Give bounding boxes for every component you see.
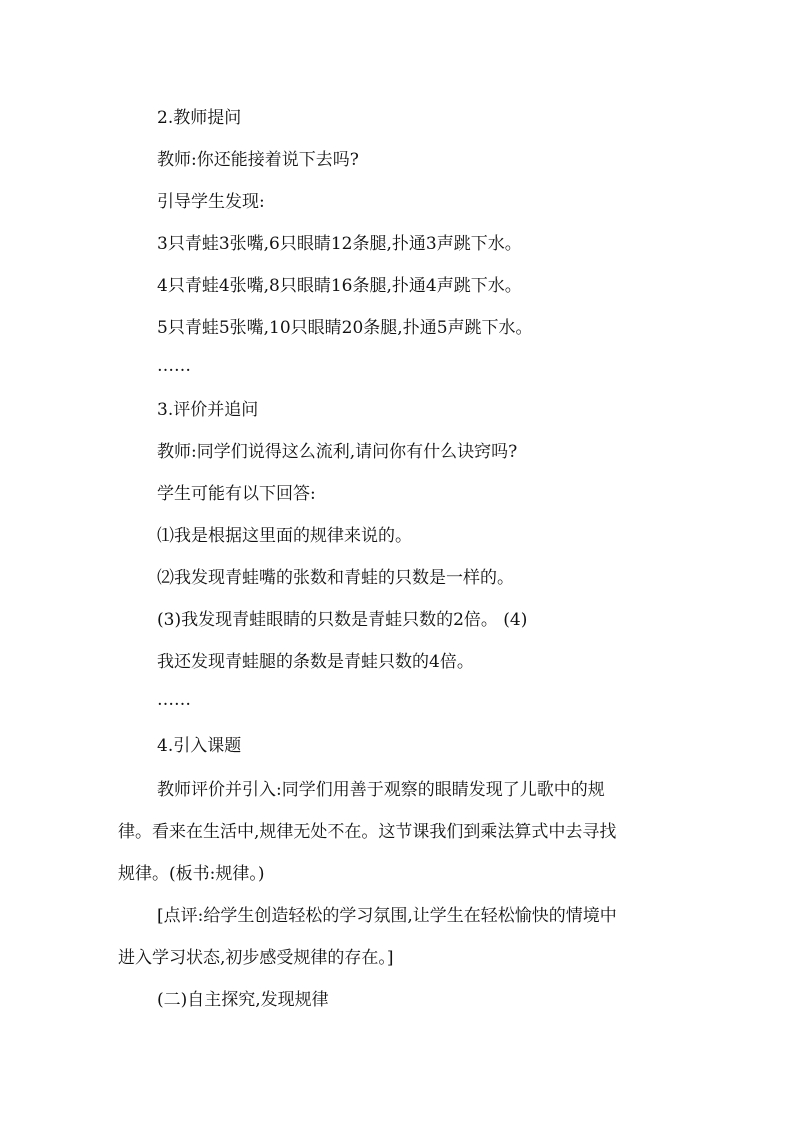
paragraph-line: 4只青蛙4张嘴,8只眼睛16条腿,扑通4声跳下水。: [157, 276, 522, 296]
paragraph-line: 5只青蛙5张嘴,10只眼睛20条腿,扑通5声跳下水。: [157, 318, 533, 338]
paragraph-line: 学生可能有以下回答:: [157, 484, 316, 504]
paragraph-line: 教师评价并引入:同学们用善于观察的眼睛发现了儿歌中的规: [157, 780, 605, 800]
section-heading: (二)自主探究,发现规律: [157, 990, 329, 1010]
comment-line: 进入学习状态,初步感受规律的存在。]: [118, 948, 394, 968]
section-heading-2: 2.教师提问: [157, 108, 242, 128]
section-heading-4: 4.引入课题: [157, 736, 242, 756]
list-item: (3)我发现青蛙眼睛的只数是青蛙只数的2倍。 (4): [157, 610, 528, 630]
comment-line: [点评:给学生创造轻松的学习氛围,让学生在轻松愉快的情境中: [157, 906, 617, 926]
list-item: ⑵我发现青蛙嘴的张数和青蛙的只数是一样的。: [157, 568, 514, 588]
section-heading-3: 3.评价并追问: [157, 400, 259, 420]
paragraph-line: 教师:同学们说得这么流利,请问你有什么诀窍吗?: [157, 442, 518, 462]
ellipsis: ……: [157, 690, 191, 710]
list-item: 我还发现青蛙腿的条数是青蛙只数的4倍。: [157, 652, 474, 672]
paragraph-line: 规律。(板书:规律。): [118, 864, 265, 884]
paragraph-line: 引导学生发现:: [157, 192, 265, 212]
paragraph-line: 3只青蛙3张嘴,6只眼睛12条腿,扑通3声跳下水。: [157, 234, 522, 254]
ellipsis: ……: [157, 356, 191, 376]
paragraph-line: 教师:你还能接着说下去吗?: [157, 150, 359, 170]
paragraph-line: 律。看来在生活中,规律无处不在。这节课我们到乘法算式中去寻找: [118, 822, 617, 842]
list-item: ⑴我是根据这里面的规律来说的。: [157, 526, 412, 546]
